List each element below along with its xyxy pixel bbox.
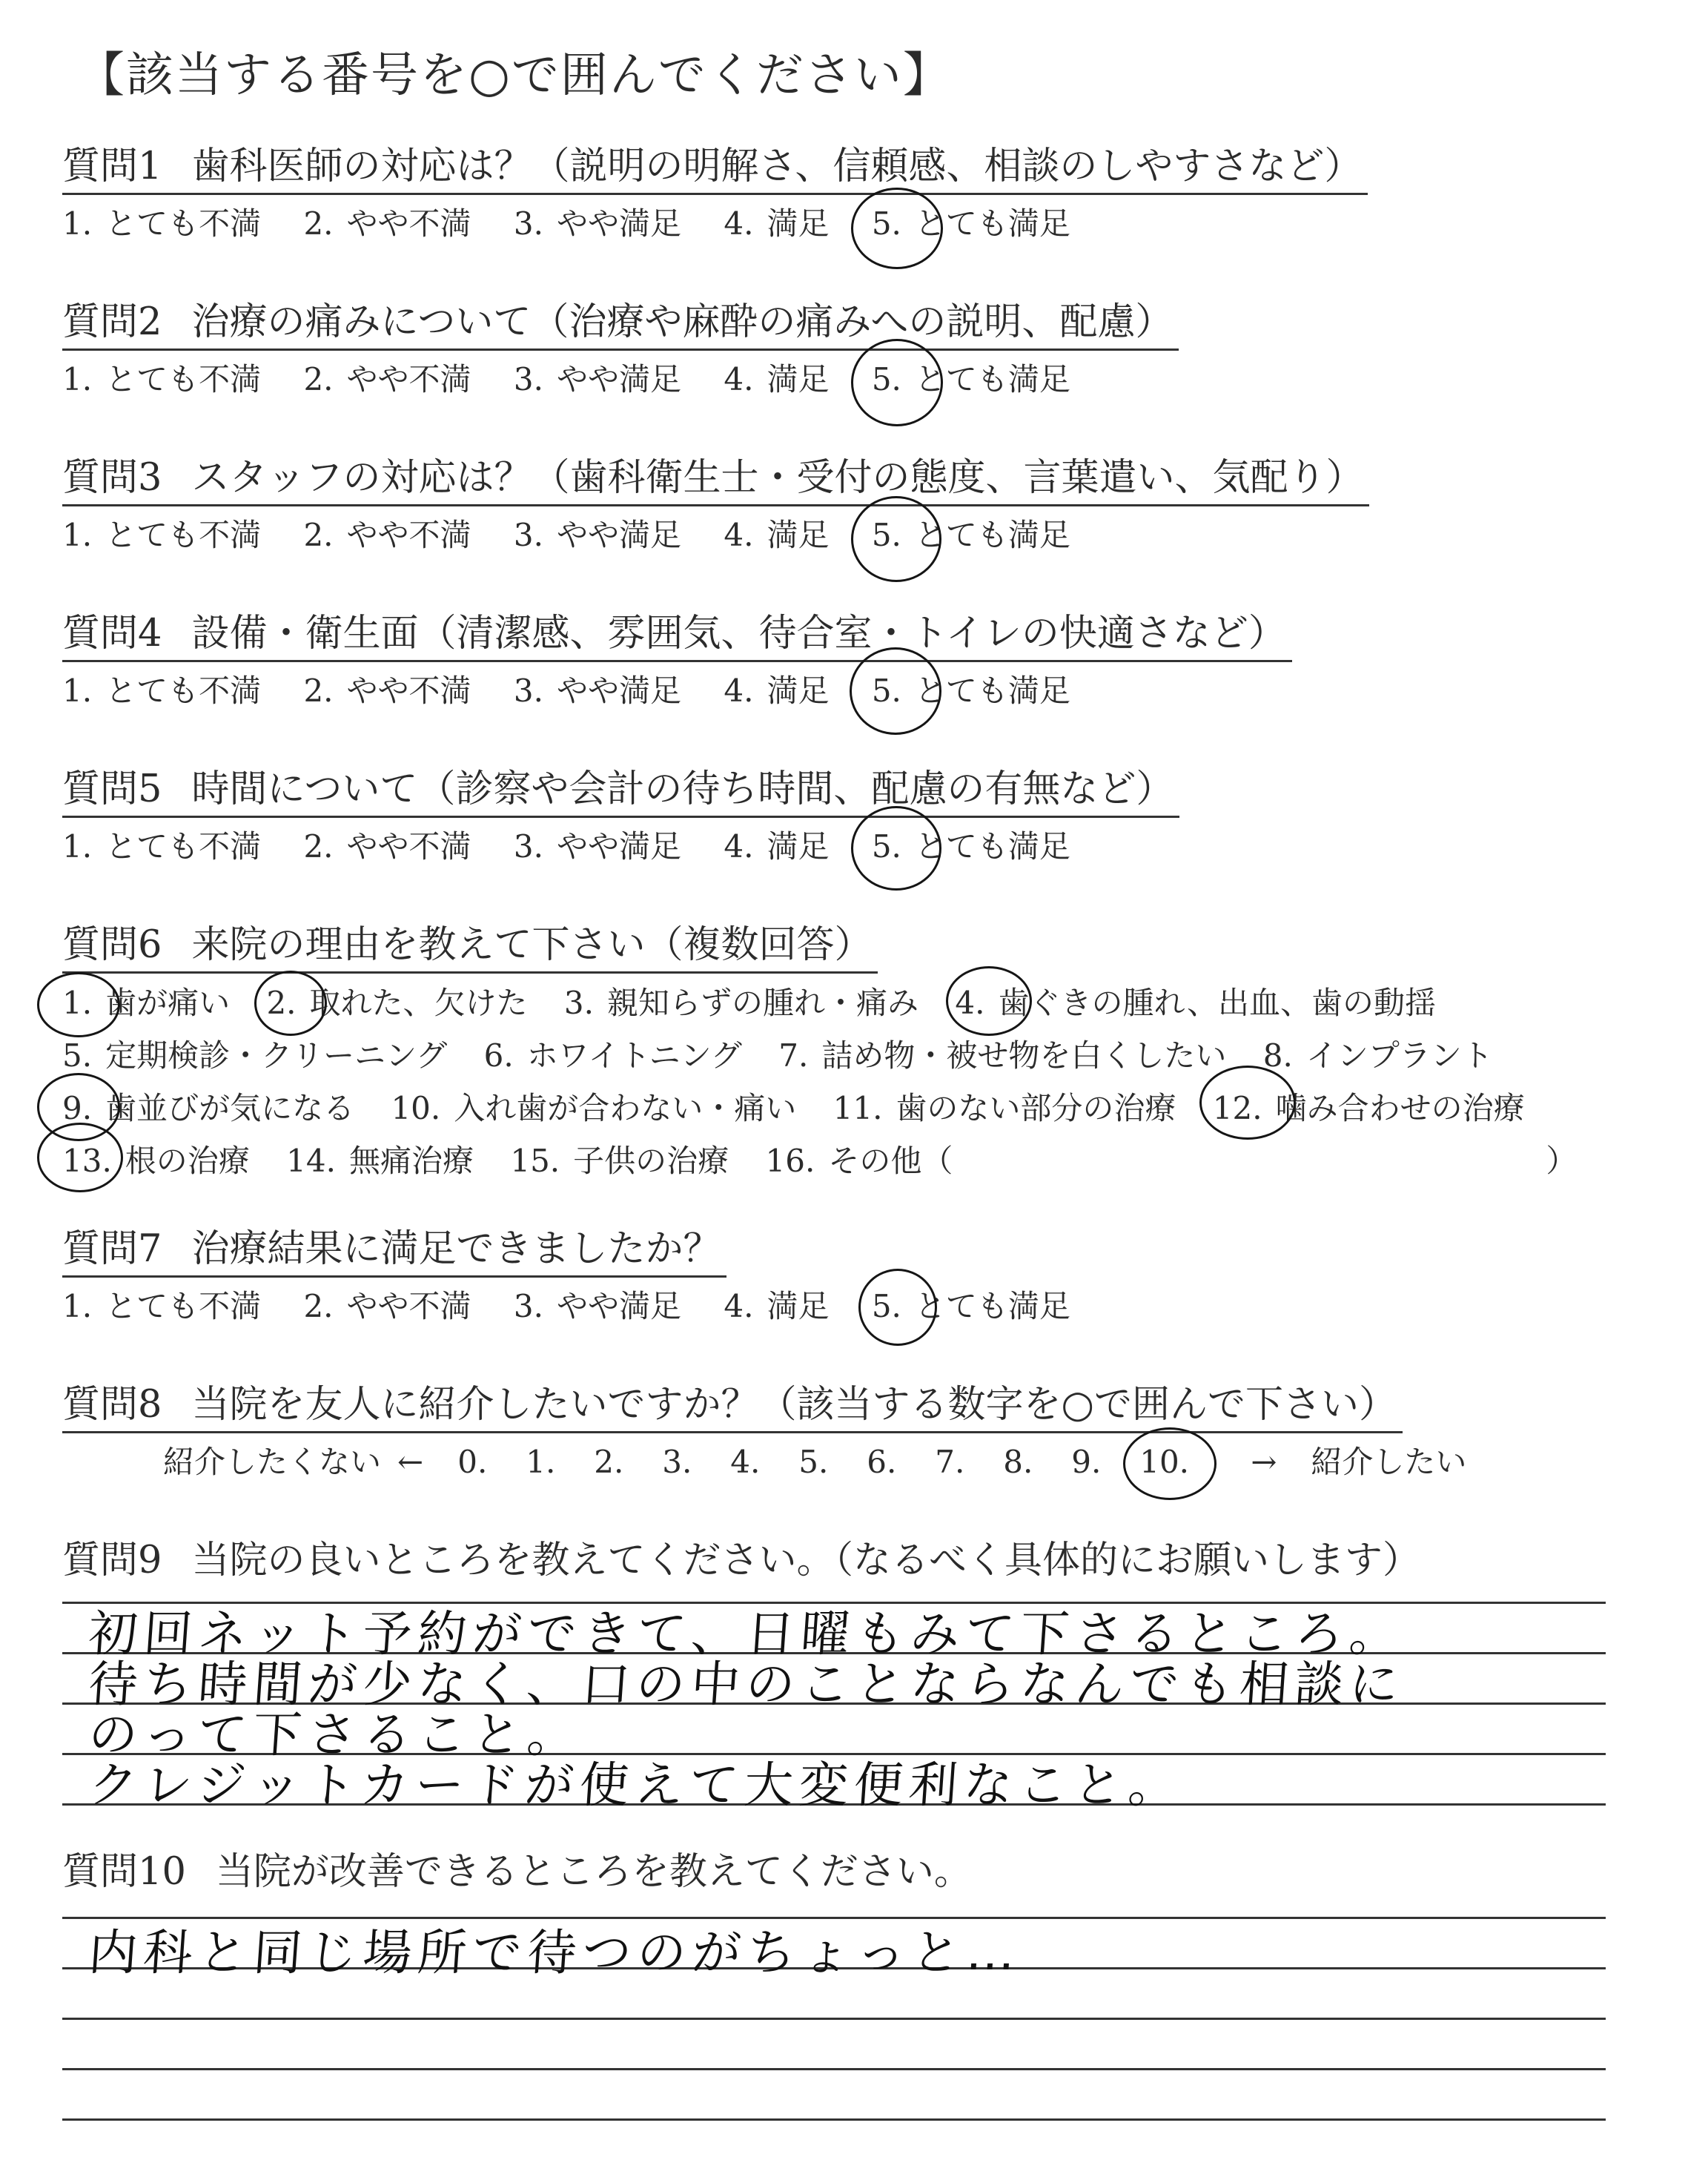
option-2[interactable]: 2. やや不満 <box>303 828 471 865</box>
rating-options <box>62 1281 1693 1332</box>
handwritten-answer-line-1: 初回ネット予約ができて、日曜もみて下さるところ。 <box>86 1605 1406 1662</box>
question-3-heading <box>62 452 1369 506</box>
question-8-heading <box>62 1379 1403 1433</box>
question-number: 質問8 <box>62 1383 162 1427</box>
option-4[interactable]: 4. 満足 <box>724 828 830 865</box>
reason-option-7[interactable]: 7. 詰め物・被せ物を白くしたい <box>778 1037 1227 1074</box>
option-2[interactable]: 2. やや不満 <box>303 517 471 553</box>
question-text: 当院が改善できるところを教えてください。 <box>215 1850 972 1894</box>
question-5-heading <box>62 764 1179 818</box>
scale-left-label: 紹介したくない <box>163 1444 382 1480</box>
question-3 <box>62 452 1693 561</box>
question-number: 質問5 <box>62 767 162 811</box>
reason-option-10[interactable]: 10. 入れ歯が合わない・痛い <box>391 1090 797 1126</box>
question-number: 質問2 <box>62 300 162 344</box>
handwritten-answer-line-4: クレジットカードが使えて大変便利なこと。 <box>86 1757 1185 1814</box>
option-4[interactable]: 4. 満足 <box>724 673 830 709</box>
scale-option-8[interactable]: 8. <box>1003 1444 1033 1480</box>
rating-options <box>62 665 1693 717</box>
reason-row-3 <box>62 1082 1693 1135</box>
option-5[interactable]: 5. とても満足 <box>872 665 1070 717</box>
left-arrow-icon: ← <box>397 1444 424 1480</box>
option-5[interactable]: 5. とても満足 <box>872 821 1070 873</box>
rating-options <box>62 354 1693 406</box>
recommend-scale <box>163 1436 1693 1488</box>
reason-option-9[interactable]: 9. 歯並びが気になる <box>62 1082 354 1135</box>
question-10-heading <box>62 1846 1693 1898</box>
right-arrow-icon: → <box>1251 1444 1277 1480</box>
option-3[interactable]: 3. やや満足 <box>513 828 681 865</box>
option-2[interactable]: 2. やや不満 <box>303 673 471 709</box>
question-number: 質問4 <box>62 612 162 655</box>
reason-option-1[interactable]: 1. 歯が痛い <box>62 977 230 1029</box>
option-3[interactable]: 3. やや満足 <box>513 517 681 553</box>
question-text: 治療の痛みについて（治療や麻酔の痛みへの説明、配慮） <box>191 300 1174 344</box>
option-4[interactable]: 4. 満足 <box>724 1288 830 1324</box>
reason-option-12[interactable]: 12. 噛み合わせの治療 <box>1213 1082 1525 1135</box>
scale-option-3[interactable]: 3. <box>662 1444 692 1480</box>
option-1[interactable]: 1. とても不満 <box>62 828 262 865</box>
question-number: 質問10 <box>62 1850 186 1894</box>
question-2 <box>62 297 1693 406</box>
scale-option-7[interactable]: 7. <box>935 1444 965 1480</box>
question-text: スタッフの対応は？（歯科衛生士・受付の態度、言葉遣い、気配り） <box>191 456 1364 500</box>
reason-row-4 <box>62 1135 1693 1187</box>
option-5[interactable]: 5. とても満足 <box>872 354 1070 406</box>
page-title: 【該当する番号を○で囲んでください】 <box>77 48 952 103</box>
option-2[interactable]: 2. やや不満 <box>303 361 471 397</box>
reason-row-1 <box>62 977 1693 1029</box>
rating-options <box>62 198 1693 250</box>
scale-option-9[interactable]: 9. <box>1071 1444 1102 1480</box>
question-text: 設備・衛生面（清潔感、雰囲気、待合室・トイレの快適さなど） <box>191 612 1286 655</box>
reason-option-6[interactable]: 6. ホワイトニング <box>483 1037 742 1074</box>
scale-option-2[interactable]: 2. <box>594 1444 624 1480</box>
reason-option-2[interactable]: 2. 取れた、欠けた <box>266 977 527 1029</box>
handwritten-improvement-answer: 内科と同じ場所で待つのがちょっと… <box>86 1924 1024 1981</box>
answer-line <box>62 2068 1606 2070</box>
option-1[interactable]: 1. とても不満 <box>62 1288 262 1324</box>
option-3[interactable]: 3. やや満足 <box>513 205 681 242</box>
question-number: 質問1 <box>62 145 162 188</box>
option-4[interactable]: 4. 満足 <box>724 517 830 553</box>
question-7-heading <box>62 1223 726 1278</box>
question-number: 質問3 <box>62 456 162 500</box>
question-7 <box>62 1223 1693 1332</box>
rating-options <box>62 821 1693 873</box>
question-8 <box>62 1379 1693 1488</box>
option-1[interactable]: 1. とても不満 <box>62 517 262 553</box>
answer-line <box>62 2118 1606 2121</box>
question-1-heading <box>62 141 1368 195</box>
question-text: 歯科医師の対応は？（説明の明解さ、信頼感、相談のしやすさなど） <box>191 145 1363 188</box>
answer-line <box>62 2018 1606 2020</box>
option-4[interactable]: 4. 満足 <box>724 361 830 397</box>
handwritten-answer-line-2: 待ち時間が少なく、口の中のことならなんでも相談に <box>86 1656 1406 1713</box>
scale-option-0[interactable]: 0. <box>457 1444 488 1480</box>
reason-option-3[interactable]: 3. 親知らずの腫れ・痛み <box>563 985 918 1021</box>
option-5[interactable]: 5. とても満足 <box>872 509 1070 561</box>
rating-options <box>62 509 1693 561</box>
scale-right-label: 紹介したい <box>1311 1444 1467 1480</box>
question-10 <box>62 1846 1693 1898</box>
question-9-heading <box>62 1535 1693 1587</box>
option-1[interactable]: 1. とても不満 <box>62 205 262 242</box>
question-text: 当院を友人に紹介したいですか？（該当する数字を○で囲んで下さい） <box>191 1383 1397 1427</box>
question-text: 来院の理由を教えて下さい（複数回答） <box>191 923 873 967</box>
question-4-heading <box>62 608 1292 662</box>
option-3[interactable]: 3. やや満足 <box>513 361 681 397</box>
question-text: 当院の良いところを教えてください。（なるべく具体的にお願いします） <box>191 1539 1420 1582</box>
scale-option-10[interactable]: 10. <box>1139 1436 1251 1488</box>
question-number: 質問9 <box>62 1539 162 1582</box>
question-9 <box>62 1535 1693 1587</box>
reason-option-11[interactable]: 11. 歯のない部分の治療 <box>833 1090 1176 1126</box>
scale-option-4[interactable]: 4. <box>730 1444 761 1480</box>
reason-option-16[interactable]: 16. その他（ ） <box>765 1143 1578 1179</box>
question-4 <box>62 608 1693 717</box>
reason-option-5[interactable]: 5. 定期検診・クリーニング <box>62 1037 448 1074</box>
option-4[interactable]: 4. 満足 <box>724 205 830 242</box>
option-2[interactable]: 2. やや不満 <box>303 205 471 242</box>
scale-option-1[interactable]: 1. <box>526 1444 556 1480</box>
reason-option-13[interactable]: 13. 根の治療 <box>62 1135 250 1187</box>
option-1[interactable]: 1. とても不満 <box>62 673 262 709</box>
reason-option-15[interactable]: 15. 子供の治療 <box>510 1143 729 1179</box>
reason-row-2 <box>62 1029 1693 1082</box>
scale-option-5[interactable]: 5. <box>798 1444 829 1480</box>
option-1[interactable]: 1. とても不満 <box>62 361 262 397</box>
question-number: 質問7 <box>62 1227 162 1271</box>
reason-option-4[interactable]: 4. 歯ぐきの腫れ、出血、歯の動揺 <box>955 977 1436 1029</box>
option-5[interactable]: 5. とても満足 <box>872 1281 1070 1332</box>
question-6-heading <box>62 919 878 974</box>
reason-option-14[interactable]: 14. 無痛治療 <box>286 1143 474 1179</box>
option-2[interactable]: 2. やや不満 <box>303 1288 471 1324</box>
question-text: 治療結果に満足できましたか？ <box>191 1227 721 1271</box>
question-text: 時間について（診察や会計の待ち時間、配慮の有無など） <box>191 767 1174 811</box>
scale-option-6[interactable]: 6. <box>867 1444 897 1480</box>
option-5[interactable]: 5. とても満足 <box>872 198 1070 250</box>
handwritten-answer-line-3: のって下さること。 <box>86 1706 584 1763</box>
question-5 <box>62 764 1693 873</box>
question-1 <box>62 141 1693 250</box>
option-3[interactable]: 3. やや満足 <box>513 1288 681 1324</box>
option-3[interactable]: 3. やや満足 <box>513 673 681 709</box>
question-6 <box>62 919 1693 1187</box>
reason-option-8[interactable]: 8. インプラント <box>1262 1037 1493 1074</box>
question-2-heading <box>62 297 1179 351</box>
question-number: 質問6 <box>62 923 162 967</box>
